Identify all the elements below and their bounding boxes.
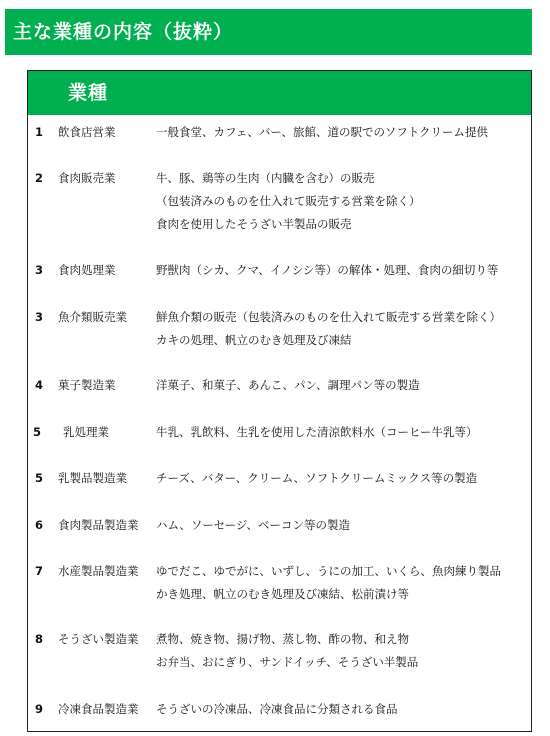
row-category: 乳製品製造業 [58, 471, 127, 485]
row-number: 6 [35, 518, 44, 532]
page-title: 主な業種の内容（抜粋） [5, 9, 532, 55]
description-line: ゆでだこ、ゆでがに、いずし、うにの加工、いくら、魚肉練り製品 [156, 564, 501, 578]
row-category: 水産製品製造業 [58, 564, 139, 578]
industry-table [27, 70, 532, 732]
description-line: チーズ、バター、クリーム、ソフトクリームミックス等の製造 [156, 471, 478, 485]
row-description [156, 560, 501, 606]
description-line: カキの処理、帆立のむき処理及び凍結 [156, 333, 352, 347]
row-description [156, 259, 498, 282]
description-line: 一般食堂、カフェ、バー、旅館、道の駅でのソフトクリーム提供 [156, 125, 489, 139]
description-line: そうざいの冷凍品、冷凍食品に分類される食品 [156, 702, 398, 716]
row-category: 冷凍食品製造業 [58, 702, 139, 716]
description-line: （包装済みのものを仕入れて販売する営業を除く） [156, 194, 421, 208]
row-description [156, 628, 418, 674]
row-number: 1 [35, 125, 44, 139]
row-category: そうざい製造業 [58, 632, 139, 646]
table-header: 業種 [28, 71, 531, 115]
row-description [156, 698, 398, 721]
row-number: 7 [35, 564, 44, 578]
row-number: 5 [35, 471, 44, 485]
row-category: 菓子製造業 [58, 378, 116, 392]
row-description [156, 374, 420, 397]
row-category: 食肉販売業 [58, 171, 116, 185]
row-description [156, 467, 477, 490]
row-description [156, 167, 421, 236]
description-line: 食肉を使用したそうざい半製品の販売 [156, 217, 352, 231]
row-number: 8 [35, 632, 44, 646]
row-number: 5 [33, 425, 42, 439]
description-line: 洋菓子、和菓子、あんこ、パン、調理パン等の製造 [156, 378, 420, 392]
row-number: 4 [35, 378, 44, 392]
row-category: 魚介類販売業 [58, 310, 127, 324]
row-category: 食肉処理業 [58, 263, 116, 277]
row-description [156, 121, 488, 144]
row-number: 3 [35, 263, 44, 277]
row-category: 食肉製品製造業 [58, 518, 139, 532]
row-category: 乳処理業 [63, 425, 109, 439]
description-line: 牛、豚、鶏等の生肉（内臓を含む）の販売 [156, 171, 375, 185]
row-description [156, 514, 350, 537]
description-line: 野獣肉（シカ、クマ、イノシシ等）の解体・処理、食肉の細切り等 [156, 263, 499, 277]
description-line: 煮物、焼き物、揚げ物、蒸し物、酢の物、和え物 [156, 632, 409, 646]
row-description [156, 306, 501, 352]
row-description [156, 421, 478, 444]
description-line: ハム、ソーセージ、ベーコン等の製造 [156, 518, 351, 532]
description-line: 牛乳、乳飲料、生乳を使用した清涼飲料水（コーヒー牛乳等） [156, 425, 478, 439]
row-number: 2 [35, 171, 44, 185]
row-category: 飲食店営業 [58, 125, 116, 139]
description-line: 鮮魚介類の販売（包装済みのものを仕入れて販売する営業を除く） [156, 310, 501, 324]
row-number: 9 [35, 702, 44, 716]
description-line: かき処理、帆立のむき処理及び凍結、松前漬け等 [156, 587, 409, 601]
row-number: 3 [35, 310, 44, 324]
description-line: お弁当、おにぎり、サンドイッチ、そうざい半製品 [156, 655, 419, 669]
